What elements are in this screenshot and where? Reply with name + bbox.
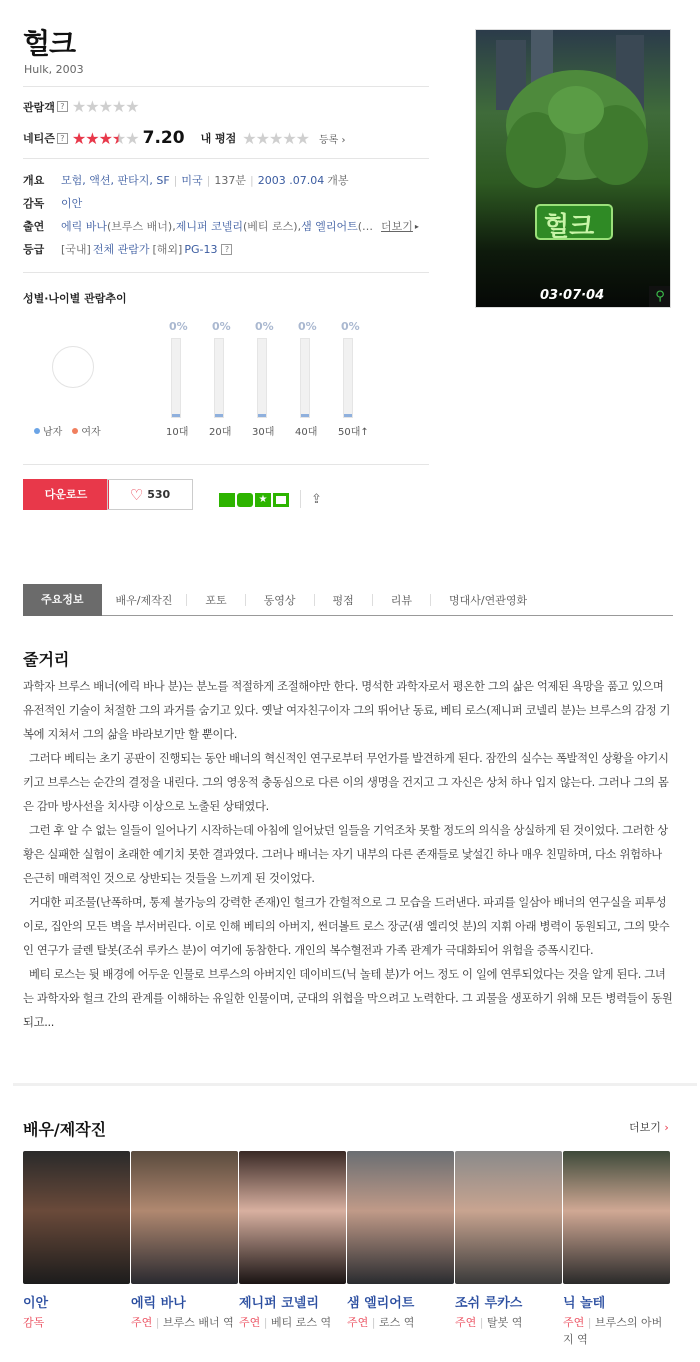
age-percent: 0% <box>255 320 274 333</box>
age-bar <box>300 338 310 418</box>
tab-ratings[interactable]: 평점 <box>332 593 354 607</box>
cast-photo[interactable] <box>23 1151 130 1284</box>
chevron-right-icon: › <box>341 134 346 146</box>
heart-icon: ♡ <box>129 485 144 504</box>
share-icon[interactable]: ⇪ <box>311 492 322 507</box>
cast-card[interactable] <box>131 1151 238 1331</box>
female-label: 여자 <box>81 427 101 438</box>
country-link[interactable]: 미국 <box>181 174 203 187</box>
like-count: 530 <box>147 488 171 501</box>
age-label: 50대↑ <box>338 427 369 438</box>
gender-legend <box>34 423 101 438</box>
cast-role: (브루스 배너), <box>107 220 176 233</box>
cast-name[interactable]: 샘 엘리어트 <box>347 1296 415 1311</box>
cast-photo[interactable] <box>563 1151 670 1284</box>
age-label: 10대 <box>166 427 189 438</box>
separator: | <box>250 173 254 187</box>
age-label: 40대 <box>295 427 318 438</box>
help-icon[interactable]: ? <box>221 244 232 255</box>
gender-pie-chart <box>52 346 94 388</box>
age-percent: 0% <box>341 320 360 333</box>
poster-title: 헐크 <box>544 212 595 242</box>
runtime: 137분 <box>214 174 246 187</box>
tab-main-info[interactable]: 주요정보 <box>23 584 102 616</box>
cast-more-link[interactable]: 더보기 › <box>629 1121 669 1134</box>
cast-label: 출연 <box>23 220 45 233</box>
male-label: 남자 <box>43 427 63 438</box>
cast-photo[interactable] <box>131 1151 238 1284</box>
cast-name[interactable]: 제니퍼 코넬리 <box>239 1296 319 1311</box>
cast-character: 로스 역 <box>378 1316 415 1329</box>
age-bar <box>343 338 353 418</box>
cast-role-line: 주연 | 탈봇 역 <box>455 1316 523 1329</box>
age-bar-fill <box>172 414 180 417</box>
cast-photo[interactable] <box>239 1151 346 1284</box>
age-label: 30대 <box>252 427 275 438</box>
poster-date: 03·07·04 <box>540 288 605 303</box>
age-percent: 0% <box>298 320 317 333</box>
tab-bar <box>23 584 673 616</box>
age-bar <box>214 338 224 418</box>
stars-filled: ★★★ <box>71 128 112 148</box>
like-button[interactable] <box>107 479 193 510</box>
tab-photo[interactable]: 포토 <box>205 593 227 607</box>
cast-name[interactable]: 이안 <box>23 1296 49 1311</box>
register-rating-link[interactable]: 등록 › <box>319 134 346 146</box>
netizen-score: 7.20 <box>142 128 185 148</box>
overview-row <box>23 172 348 188</box>
synopsis-paragraph: 베티 로스는 뒷 배경에 어두운 인물로 브루스의 아버지인 데이비드(닉 놀테 분)가 어느 정도 이 일에 연루되었다는 것을 알게 된다. 그녀는 과학자와 헐크 간의 관계를 이해하는 유일한 인물이며, 군대의 위협을 막으려고 노력한다. 그 괴물을 생포하기 위해 모든 병력들이 동원되고... <box>23 968 673 1029</box>
separator: | <box>173 173 178 187</box>
cast-role-line: 주연 | 브루스의 아버지 역 <box>563 1316 663 1346</box>
divider <box>23 272 429 273</box>
cast-card[interactable] <box>455 1151 562 1331</box>
audience-stars: ★★★★★ <box>71 97 139 116</box>
synopsis-body <box>23 675 675 1035</box>
cast-card[interactable] <box>23 1151 130 1331</box>
cast-row <box>23 218 419 234</box>
cast-role: 주연 <box>455 1316 477 1329</box>
tab-quotes[interactable]: 명대사/연관영화 <box>449 593 528 607</box>
grade-kr-link[interactable]: 전체 관람가 <box>92 243 150 256</box>
zoom-search-icon[interactable]: ⚲ <box>649 286 671 308</box>
cast-more-link[interactable]: 더보기 <box>381 220 413 233</box>
my-rating-stars[interactable]: ★★★★★ <box>242 128 309 148</box>
cast-character: 브루스 배너 역 <box>162 1316 234 1329</box>
synopsis-title: 줄거리 <box>23 650 70 669</box>
release-suffix: 개봉 <box>327 174 349 187</box>
female-dot-icon <box>72 428 78 434</box>
audience-label: 관람객 <box>23 100 55 114</box>
cast-character: 브루스의 아버지 역 <box>563 1316 663 1346</box>
netizen-label: 네티즌 <box>23 132 55 145</box>
cast-link[interactable]: 에릭 바나 <box>61 220 108 233</box>
star-half: ★ <box>111 128 126 148</box>
grade-intl-link[interactable]: PG-13 <box>184 242 218 256</box>
release-date-link[interactable]: 2003 .07.04 <box>257 173 325 187</box>
tab-cast[interactable]: 배우/제작진 <box>115 593 173 607</box>
synopsis-paragraph: 그러다 베티는 초기 공판이 진행되는 동안 배너의 혁신적인 연구로부터 무언가를 발견하게 된다. 잠깐의 실수는 폭발적인 상황을 야기시키고 브루스는 순간의 결정을 내린다. 그의 영웅적 충동심으로 다른 이의 생명을 건지고 그 자신은 상처 하나 입지 않는다. 그러나 그의 몸은 감마 방사선을 치사량 이상으로 노출된 상태였다. <box>23 752 669 813</box>
age-bar-fill <box>215 414 223 417</box>
genre-links[interactable]: 모험, 액션, 판타지, SF <box>61 174 170 187</box>
cast-name[interactable]: 닉 놀테 <box>563 1296 606 1311</box>
director-label: 감독 <box>23 197 45 210</box>
synopsis-paragraph: 그런 후 알 수 없는 일들이 일어나기 시작하는데 아침에 일어났던 일들을 기억조차 못할 정도의 의식을 상실하게 된 것이었다. 그러한 상황은 실패한 실험이 초래한 예기치 못한 결과였다. 그러나 배너는 자기 내부의 다른 존재들로 낯설긴 하나 매우 친밀하며, 다소 위험하나 은근히 매력적인 것으로 상반되는 것들을 느끼게 된 것이었다. <box>23 824 668 885</box>
cast-role-line: 주연 | 베티 로스 역 <box>239 1316 332 1329</box>
cast-role-line: 주연 | 브루스 배너 역 <box>131 1316 234 1329</box>
movie-poster[interactable] <box>475 29 671 308</box>
cast-role: 감독 <box>23 1316 45 1329</box>
cast-role: 주연 <box>131 1316 153 1329</box>
grade-label: 등급 <box>23 243 45 256</box>
movie-subtitle: Hulk, 2003 <box>24 63 84 76</box>
poster-art <box>476 30 671 308</box>
cast-section-title: 배우/제작진 <box>23 1120 107 1139</box>
divider <box>23 464 429 465</box>
cast-name[interactable]: 조쉬 루카스 <box>455 1296 523 1311</box>
tab-reviews[interactable]: 리뷰 <box>390 593 413 607</box>
cast-role-line: 주연 | 로스 역 <box>347 1316 415 1329</box>
bookmark-star-icon[interactable]: ★ <box>255 493 271 507</box>
male-dot-icon <box>34 428 40 434</box>
help-icon[interactable]: ? <box>57 101 68 112</box>
help-icon[interactable]: ? <box>57 133 68 144</box>
director-row <box>23 195 82 211</box>
cast-photo[interactable] <box>455 1151 562 1284</box>
grade-row <box>23 241 232 257</box>
age-bar-fill <box>301 414 309 417</box>
star-empty: ★ <box>125 128 139 148</box>
band-share-icon[interactable] <box>219 493 235 507</box>
age-bar <box>171 338 181 418</box>
grade-intl-label: [해외] <box>152 243 183 256</box>
line-share-icon[interactable] <box>237 493 253 507</box>
cast-role: (베티 로스), <box>243 220 302 233</box>
overview-label: 개요 <box>23 174 45 187</box>
demographics-title: 성별·나이별 관람추이 <box>23 292 127 305</box>
cast-role: (… <box>357 219 374 233</box>
audience-rating <box>23 97 139 116</box>
age-percent: 0% <box>212 320 231 333</box>
caret-right-icon: ▸ <box>414 221 419 231</box>
cast-link[interactable]: 샘 엘리어트 <box>301 220 358 233</box>
share-buttons <box>219 493 289 507</box>
age-bar-fill <box>258 414 266 417</box>
cast-card[interactable] <box>563 1151 670 1348</box>
age-bar-fill <box>344 414 352 417</box>
download-button[interactable]: 다운로드 <box>23 479 109 510</box>
cast-role: 주연 <box>347 1316 369 1329</box>
age-percent: 0% <box>169 320 188 333</box>
movie-title: 헐크 <box>23 27 76 60</box>
cast-character: 베티 로스 역 <box>270 1316 332 1329</box>
director-link[interactable]: 이안 <box>61 197 83 210</box>
age-label: 20대 <box>209 427 232 438</box>
synopsis-paragraph: 거대한 피조물(난폭하며, 통제 불가능의 강력한 존재)인 헐크가 간헐적으로 그 모습을 드러낸다. 파괴를 일삼아 배너의 연구실을 피투성이로, 집안의 모든 벽을 부서버린다. 이로 인해 베티의 아버지, 썬더볼트 로스 장군(샘 엘리엇 분)의 지휘 아래 병력이 동원되고, 그의 맞수인 연구가 글렌 탈봇(조쉬 루카스 분)이 여기에 동참한다. 개인의 복수혈전과 가족 관계가 극대화되어 위험을 증폭시킨다. <box>23 896 670 957</box>
netizen-rating <box>23 128 346 148</box>
cast-role: 주연 <box>239 1316 261 1329</box>
grade-kr-label: [국내] <box>61 243 91 256</box>
divider <box>300 490 301 508</box>
cast-character: 탈봇 역 <box>486 1316 523 1329</box>
separator: | <box>206 173 211 187</box>
netizen-stars <box>72 129 139 148</box>
cast-role: 주연 <box>563 1316 585 1329</box>
divider <box>23 158 429 159</box>
cast-name[interactable]: 에릭 바나 <box>131 1296 186 1311</box>
cast-card[interactable] <box>347 1151 454 1331</box>
cast-photo[interactable] <box>347 1151 454 1284</box>
cast-card[interactable] <box>239 1151 346 1331</box>
my-rating-label: 내 평점 <box>200 132 237 145</box>
cast-link[interactable]: 제니퍼 코넬리 <box>175 220 243 233</box>
synopsis-paragraph: 과학자 브루스 배너(에릭 바나 분)는 분노를 적절하게 조절해야만 한다. 명석한 과학자로서 평온한 그의 삶은 억제된 욕망을 품고 있으며 유전적인 기술이 처절한 그의 과거를 숨기고 있다. 옛날 여자친구이자 그의 뛰어난 동료, 베티 로스(제니퍼 코넬리 분)는 브루스의 감정 기복에 지쳐서 그의 삶을 바라보기만 할 뿐이다. <box>23 680 671 741</box>
age-bar <box>257 338 267 418</box>
divider <box>23 86 429 87</box>
chevron-right-icon: › <box>664 1121 669 1134</box>
blog-share-icon[interactable] <box>273 493 289 507</box>
tab-video[interactable]: 동영상 <box>263 593 296 607</box>
section-divider <box>13 1083 697 1086</box>
